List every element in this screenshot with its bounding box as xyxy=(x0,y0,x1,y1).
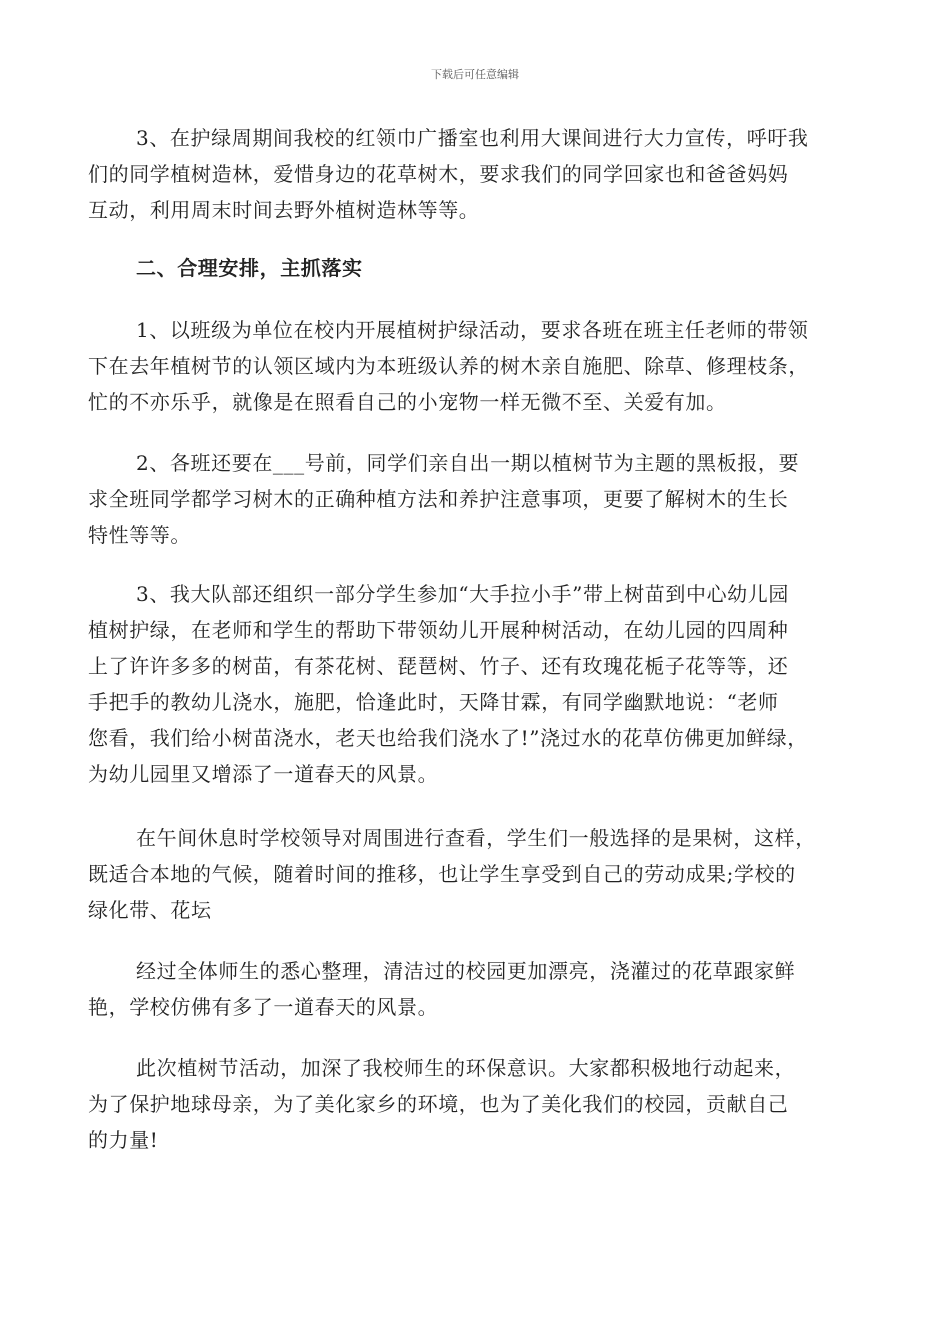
paragraph-noon-inspection xyxy=(88,820,863,928)
paragraph-line: 3、在护绿周期间我校的红领巾广播室也利用大课间进行大力宣传，呼吁我 xyxy=(136,126,809,150)
paragraph-line: 互动，利用周末时间去野外植树造林等等。 xyxy=(88,198,480,222)
paragraph-line: 特性等等。 xyxy=(88,523,191,547)
paragraph-line: 的力量! xyxy=(88,1128,159,1152)
paragraph-promotion xyxy=(88,120,863,228)
paragraph-line: 下在去年植树节的认领区域内为本班级认养的树木亲自施肥、除草、修理枝条， xyxy=(88,354,809,378)
paragraph-campus-cleanup xyxy=(88,953,863,1025)
paragraph-line: 既适合本地的气候，随着时间的推移，也让学生享受到自己的劳动成果;学校的 xyxy=(88,862,796,886)
paragraph-kindergarten xyxy=(88,576,863,792)
paragraph-line: 此次植树节活动，加深了我校师生的环保意识。大家都积极地行动起来， xyxy=(136,1056,796,1080)
paragraph-line: 艳，学校仿佛有多了一道春天的风景。 xyxy=(88,995,439,1019)
paragraph-line: 植树护绿，在老师和学生的帮助下带领幼儿开展种树活动，在幼儿园的四周种 xyxy=(88,618,789,642)
paragraph-line: 为幼儿园里又增添了一道春天的风景。 xyxy=(88,762,439,786)
paragraph-line: 您看，我们给小树苗浇水，老天也给我们浇水了!”浇过水的花草仿佛更加鲜绿， xyxy=(88,726,808,750)
paragraph-line: 求全班同学都学习树木的正确种植方法和养护注意事项，更要了解树木的生长 xyxy=(88,487,789,511)
paragraph-line: 3、我大队部还组织一部分学生参加“大手拉小手”带上树苗到中心幼儿园 xyxy=(136,582,789,606)
paragraph-blackboard xyxy=(88,445,863,553)
paragraph-line: 上了许许多多的树苗，有茶花树、琵琶树、竹子、还有玫瑰花栀子花等等，还 xyxy=(88,654,789,678)
paragraph-line: 们的同学植树造林，爱惜身边的花草树木，要求我们的同学回家也和爸爸妈妈 xyxy=(88,162,789,186)
paragraph-line: 为了保护地球母亲，为了美化家乡的环境，也为了美化我们的校园，贡献自己 xyxy=(88,1092,789,1116)
paragraph-line: 1、以班级为单位在校内开展植树护绿活动，要求各班在班主任老师的带领 xyxy=(136,318,809,342)
paragraph-line: 绿化带、花坛 xyxy=(88,898,212,922)
section-heading: 二、合理安排，主抓落实 xyxy=(136,256,363,280)
paragraph-line: 2、各班还要在___号前，同学们亲自出一期以植树节为主题的黑板报，要 xyxy=(136,451,800,475)
paragraph-line: 在午间休息时学校领导对周围进行查看，学生们一般选择的是果树，这样， xyxy=(136,826,816,850)
page-header: 下载后可任意编辑 xyxy=(431,68,519,81)
paragraph-line: 忙的不亦乐乎，就像是在照看自己的小宠物一样无微不至、关爱有加。 xyxy=(88,390,727,414)
paragraph-line: 手把手的教幼儿浇水，施肥，恰逢此时，天降甘霖，有同学幽默地说：“老师 xyxy=(88,690,779,714)
paragraph-conclusion xyxy=(88,1050,863,1158)
paragraph-class-activity xyxy=(88,312,863,420)
paragraph-line: 经过全体师生的悉心整理，清洁过的校园更加漂亮，浇灌过的花草跟家鲜 xyxy=(136,959,796,983)
